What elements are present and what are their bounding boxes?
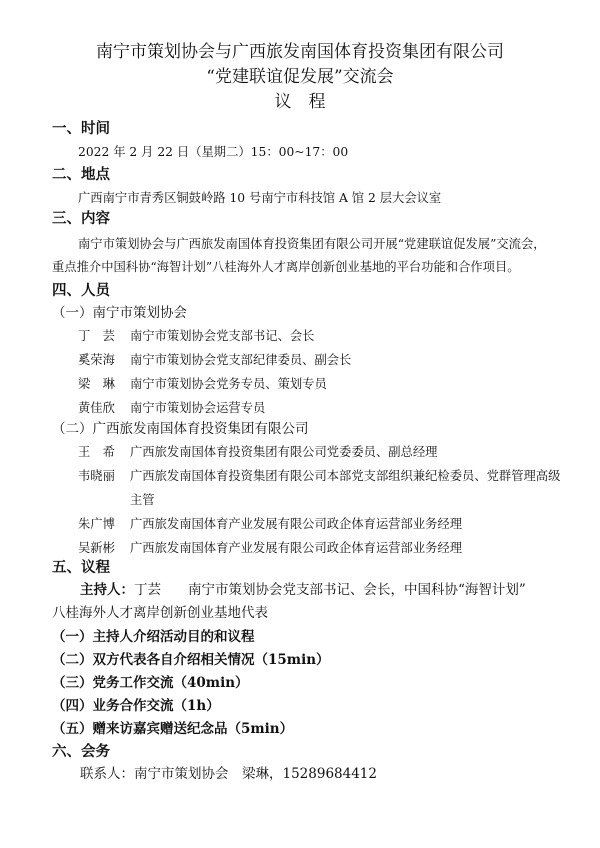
host-description: 南宁市策划协会党支部书记、会长，中国科协“海智计划” (188, 582, 526, 598)
member-role: 广西旅发南国体育产业发展有限公司政企体育运营部业务经理 (130, 517, 463, 531)
document-title-line-1: 南宁市策划协会与广西旅发南国体育投资集团有限公司 (96, 42, 504, 62)
member-role: 广西旅发南国体育产业发展有限公司政企体育运营部业务经理 (130, 541, 463, 555)
host-description-continued: 八桂海外人才离岸创新创业基地代表 (52, 605, 268, 621)
section-time-heading: 一、时间 (52, 120, 110, 137)
member-name: 黄佳欣 (78, 401, 115, 415)
agenda-item: （四）业务合作交流（1h） (52, 698, 220, 714)
agenda-item: （一）主持人介绍活动目的和议程 (52, 629, 255, 645)
member-name: 朱广博 (78, 517, 115, 531)
section-agenda-heading: 五、议程 (52, 559, 110, 576)
section-location-heading: 二、地点 (52, 166, 110, 183)
section-people-heading: 四、人员 (52, 282, 110, 299)
member-role: 南宁市策划协会运营专员 (130, 401, 266, 415)
member-role: 广西旅发南国体育投资集团有限公司本部党支部组织兼纪检委员、党群管理高级 (130, 469, 561, 483)
document-title-line-3: 议 程 (274, 92, 326, 112)
agenda-item: （五）赠来访嘉宾赠送纪念品（5min） (52, 721, 294, 737)
people-group-1-title: （一）南宁市策划协会 (52, 305, 187, 321)
section-content-line-2: 重点推介中国科协“海智计划”八桂海外人才离岸创新创业基地的平台功能和合作项目。 (52, 260, 520, 274)
section-content-heading: 三、内容 (52, 210, 110, 227)
host-label: 主持人： (80, 582, 134, 598)
member-name: 梁 琳 (78, 377, 115, 391)
member-role: 南宁市策划协会党支部书记、会长 (130, 329, 315, 343)
section-time-text: 2022 年 2 月 22 日（星期二）15：00~17：00 (78, 145, 349, 159)
member-name: 王 希 (78, 445, 115, 459)
agenda-item: （三）党务工作交流（40min） (52, 675, 249, 691)
member-role: 南宁市策划协会党支部纪律委员、副会长 (130, 353, 352, 367)
host-name: 丁芸 (134, 582, 161, 598)
section-content-line-1: 南宁市策划协会与广西旅发南国体育投资集团有限公司开展“党建联谊促发展”交流会， (78, 237, 546, 251)
member-role-continued: 主管 (130, 493, 155, 507)
member-name: 韦晓丽 (78, 469, 115, 483)
member-role: 广西旅发南国体育投资集团有限公司党委委员、副总经理 (130, 445, 438, 459)
member-role: 南宁市策划协会党务专员、策划专员 (130, 377, 327, 391)
agenda-item: （二）双方代表各自介绍相关情况（15min） (52, 652, 330, 668)
contact-info: 联系人：南宁市策划协会 梁琳，15289684412 (80, 766, 377, 782)
member-name: 丁 芸 (78, 329, 115, 343)
member-name: 奚荣海 (78, 353, 115, 367)
people-group-2-title: （二）广西旅发南国体育投资集团有限公司 (52, 421, 309, 437)
section-location-text: 广西南宁市青秀区铜鼓岭路 10 号南宁市科技馆 A 馆 2 层大会议室 (78, 191, 442, 205)
document-title-line-2: “党建联谊促发展”交流会 (206, 67, 394, 87)
member-name: 吴新彬 (78, 541, 115, 555)
section-affairs-heading: 六、会务 (52, 743, 110, 760)
